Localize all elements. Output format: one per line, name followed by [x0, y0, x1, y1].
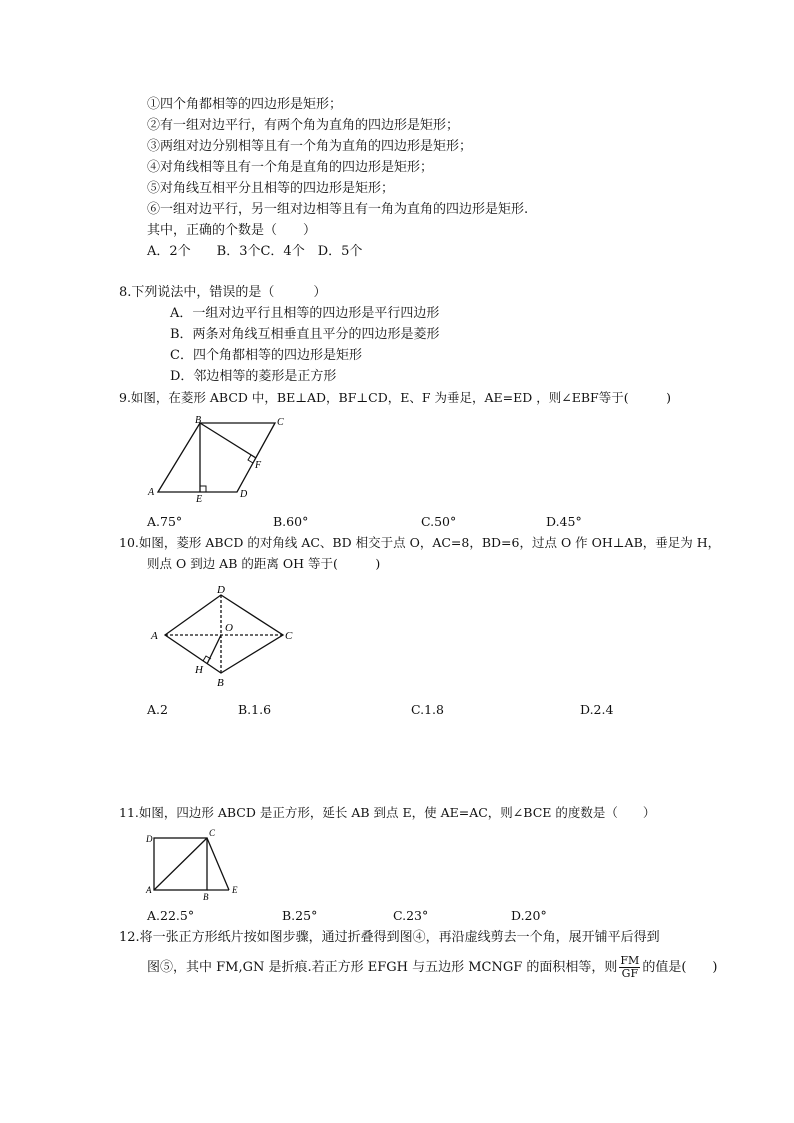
q7-statement-5: ⑤对角线互相平分且相等的四边形是矩形； — [147, 181, 395, 196]
q11-option-d: D.20° — [511, 908, 547, 923]
segment-oh — [207, 635, 221, 664]
q9-option-a: A.75° — [147, 514, 183, 529]
diagonal-ac — [154, 838, 207, 890]
q7-statement-2: ②有一组对边平行，有两个角为直角的四边形是矩形； — [147, 118, 460, 133]
q12-stem-text-b: 的值是( ) — [642, 960, 718, 975]
q9-option-c: C.50° — [421, 514, 457, 529]
q8-stem: 8.下列说法中，错误的是（ ） — [119, 285, 327, 300]
q10-option-d: D.2.4 — [580, 702, 614, 717]
label-e: E — [196, 494, 203, 505]
label-o: O — [225, 622, 233, 634]
segment-bf — [200, 423, 256, 458]
label-h: H — [195, 664, 203, 676]
fraction-numerator: FM — [620, 954, 640, 967]
q9-option-d: D.45° — [546, 514, 582, 529]
label-d: D — [146, 834, 153, 844]
q9-rhombus-figure — [140, 415, 290, 505]
label-c: C — [209, 828, 216, 838]
q8-option-d: D．邻边相等的菱形是正方形 — [170, 369, 337, 384]
q11-option-a: A.22.5° — [147, 908, 195, 923]
q11-square-figure — [143, 830, 253, 900]
label-d: D — [240, 489, 248, 500]
q8-option-b: B．两条对角线互相垂直且平分的四边形是菱形 — [170, 327, 440, 342]
q7-options: A．2个 B．3个C．4个 D．5个 — [147, 244, 363, 259]
q10-option-a: A.2 — [147, 702, 168, 717]
q8-option-a: A．一组对边平行且相等的四边形是平行四边形 — [170, 306, 440, 321]
fraction-fm-over-gf — [619, 955, 640, 980]
label-b: B — [203, 892, 209, 902]
label-a: A — [151, 630, 158, 642]
label-c: C — [285, 630, 293, 642]
label-b: B — [195, 415, 202, 426]
q10-option-c: C.1.8 — [411, 702, 444, 717]
label-b: B — [217, 677, 224, 689]
q7-question: 其中，正确的个数是（ ） — [147, 223, 317, 238]
rhombus-abcd — [165, 595, 283, 673]
q11-stem: 11.如图，四边形 ABCD 是正方形，延长 AB 到点 E，使 AE=AC，则∠BCE 的度数是（ ） — [119, 805, 656, 820]
label-c: C — [277, 417, 284, 428]
q9-stem: 9.如图，在菱形 ABCD 中，BE⊥AD，BF⊥CD，E、F 为垂足，AE=ED ，则∠EBF等于( ) — [119, 390, 671, 405]
q12-stem-line2 — [147, 955, 717, 981]
q12-stem-text-a: 图⑤，其中 FM,GN 是折痕.若正方形 EFGH 与五边形 MCNGF 的面积相等，则 — [147, 960, 618, 975]
q11-option-b: B.25° — [282, 908, 318, 923]
q7-statement-3: ③两组对边分别相等且有一个角为直角的四边形是矩形； — [147, 139, 473, 154]
q12-stem-line1: 12.将一张正方形纸片按如图步骤，通过折叠得到图④，再沿虚线剪去一个角，展开铺平后得到 — [119, 930, 660, 945]
label-e: E — [232, 885, 238, 895]
label-d: D — [217, 584, 225, 596]
q10-option-b: B.1.6 — [238, 702, 272, 717]
q9-option-b: B.60° — [273, 514, 309, 529]
q10-stem-line1: 10.如图，菱形 ABCD 的对角线 AC、BD 相交于点 O，AC=8，BD=6，过点 O 作 OH⊥AB，垂足为 H， — [119, 535, 721, 550]
label-a: A — [148, 487, 155, 498]
q7-statement-4: ④对角线相等且有一个角是直角的四边形是矩形； — [147, 160, 434, 175]
q10-stem-line2: 则点 O 到边 AB 的距离 OH 等于( ) — [147, 556, 381, 571]
fraction-denominator: GF — [621, 967, 639, 980]
q8-option-c: C．四个角都相等的四边形是矩形 — [170, 348, 362, 363]
label-a: A — [146, 885, 152, 895]
segment-ce — [207, 838, 229, 890]
q7-statement-1: ①四个角都相等的四边形是矩形； — [147, 97, 343, 112]
q11-option-c: C.23° — [393, 908, 429, 923]
q10-rhombus-figure — [145, 580, 305, 690]
label-f: F — [255, 460, 262, 471]
q7-statement-6: ⑥一组对边平行，另一组对边相等且有一角为直角的四边形是矩形. — [147, 202, 529, 217]
